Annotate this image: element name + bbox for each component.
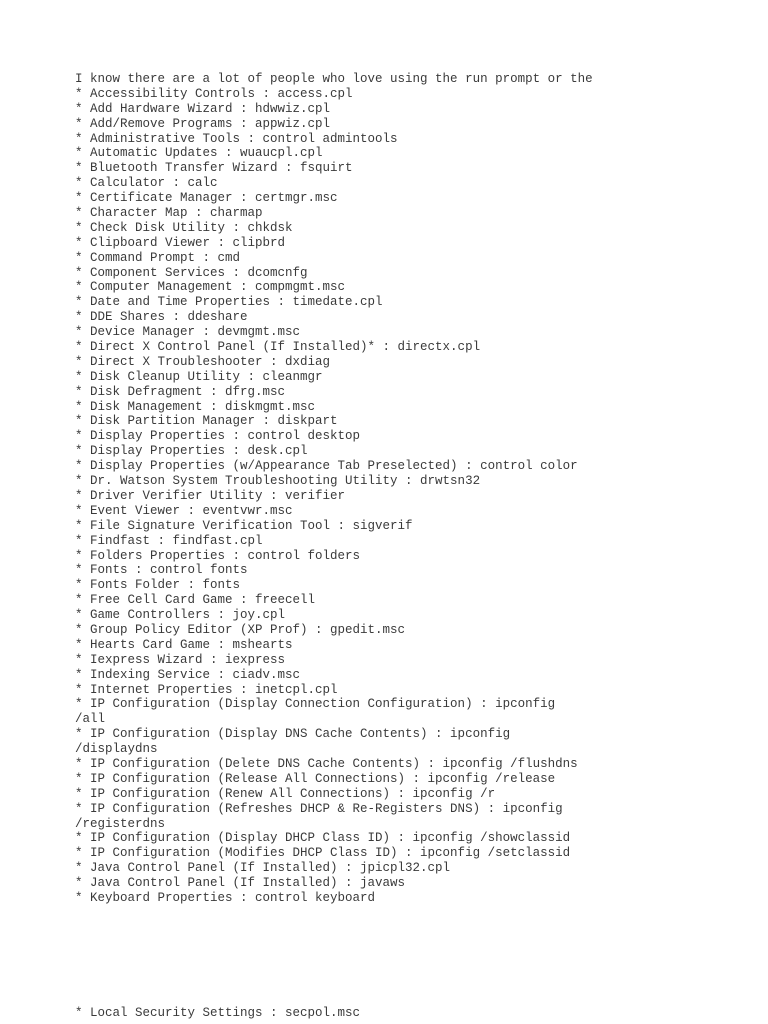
list-item: * Hearts Card Game : mshearts — [75, 637, 293, 652]
list-item: * Character Map : charmap — [75, 206, 263, 221]
list-item: * Check Disk Utility : chkdsk — [75, 220, 293, 235]
list-item: * Folders Properties : control folders — [75, 548, 361, 563]
list-item: * Fonts Folder : fonts — [75, 578, 241, 593]
list-item: * IP Configuration (Renew All Connections) : ipconfig /r — [75, 786, 496, 801]
list-item: * Game Controllers : joy.cpl — [75, 608, 286, 623]
list-item: * IP Configuration (Display Connection Configuration) : ipconfig — [75, 697, 556, 712]
document-footer-line: * Local Security Settings : secpol.msc — [75, 1006, 361, 1020]
list-item: * Keyboard Properties : control keyboard — [75, 890, 376, 905]
list-item: * Direct X Control Panel (If Installed)* : directx.cpl — [75, 340, 481, 355]
list-item: * Certificate Manager : certmgr.msc — [75, 191, 338, 206]
list-item: * Disk Defragment : dfrg.msc — [75, 384, 286, 399]
list-item: * Date and Time Properties : timedate.cpl — [75, 295, 383, 310]
list-item: * IP Configuration (Display DHCP Class ID) : ipconfig /showclassid — [75, 831, 571, 846]
list-item: * Java Control Panel (If Installed) : jpicpl32.cpl — [75, 861, 451, 876]
list-item: /all — [75, 712, 106, 727]
list-item: * Free Cell Card Game : freecell — [75, 593, 316, 608]
list-item: * DDE Shares : ddeshare — [75, 310, 248, 325]
intro-line: I know there are a lot of people who love using the run prompt or the — [75, 72, 593, 86]
list-item: * Driver Verifier Utility : verifier — [75, 488, 346, 503]
list-item: * Group Policy Editor (XP Prof) : gpedit.msc — [75, 622, 406, 637]
list-item: * Display Properties : desk.cpl — [75, 444, 308, 459]
list-item: * Internet Properties : inetcpl.cpl — [75, 682, 338, 697]
list-item: * IP Configuration (Modifies DHCP Class ID) : ipconfig /setclassid — [75, 846, 571, 861]
list-item: * Clipboard Viewer : clipbrd — [75, 235, 286, 250]
list-item: * Add Hardware Wizard : hdwwiz.cpl — [75, 101, 331, 116]
list-item: * IP Configuration (Display DNS Cache Contents) : ipconfig — [75, 727, 511, 742]
list-item: * Device Manager : devmgmt.msc — [75, 325, 301, 340]
list-item: * Bluetooth Transfer Wizard : fsquirt — [75, 161, 353, 176]
list-item: * Findfast : findfast.cpl — [75, 533, 263, 548]
list-item: * Iexpress Wizard : iexpress — [75, 652, 286, 667]
list-item: * Command Prompt : cmd — [75, 250, 241, 265]
list-item: * Fonts : control fonts — [75, 563, 248, 578]
list-item: * IP Configuration (Refreshes DHCP & Re-Registers DNS) : ipconfig — [75, 801, 563, 816]
list-item: * Administrative Tools : control admintools — [75, 131, 398, 146]
list-item: * Java Control Panel (If Installed) : javaws — [75, 876, 406, 891]
list-item: * Display Properties : control desktop — [75, 429, 361, 444]
list-item: * Disk Partition Manager : diskpart — [75, 414, 338, 429]
list-item: /registerdns — [75, 816, 166, 831]
list-item: * IP Configuration (Release All Connections) : ipconfig /release — [75, 771, 556, 786]
document-body — [75, 72, 755, 906]
list-item: * Event Viewer : eventvwr.msc — [75, 503, 293, 518]
list-item: * Indexing Service : ciadv.msc — [75, 667, 301, 682]
list-item: * Accessibility Controls : access.cpl — [75, 86, 353, 101]
list-item: * Add/Remove Programs : appwiz.cpl — [75, 116, 331, 131]
list-item: * Calculator : calc — [75, 176, 218, 191]
list-item: * File Signature Verification Tool : sigverif — [75, 518, 413, 533]
list-item: * Disk Management : diskmgmt.msc — [75, 399, 316, 414]
list-item: * Display Properties (w/Appearance Tab Preselected) : control color — [75, 459, 578, 474]
list-item: * Computer Management : compmgmt.msc — [75, 280, 346, 295]
list-item: * Direct X Troubleshooter : dxdiag — [75, 354, 331, 369]
list-item: /displaydns — [75, 742, 158, 757]
list-item: * Disk Cleanup Utility : cleanmgr — [75, 369, 323, 384]
list-item: * Dr. Watson System Troubleshooting Utility : drwtsn32 — [75, 474, 481, 489]
list-item: * IP Configuration (Delete DNS Cache Contents) : ipconfig /flushdns — [75, 756, 578, 771]
list-item: * Automatic Updates : wuaucpl.cpl — [75, 146, 323, 161]
list-item: * Component Services : dcomcnfg — [75, 265, 308, 280]
